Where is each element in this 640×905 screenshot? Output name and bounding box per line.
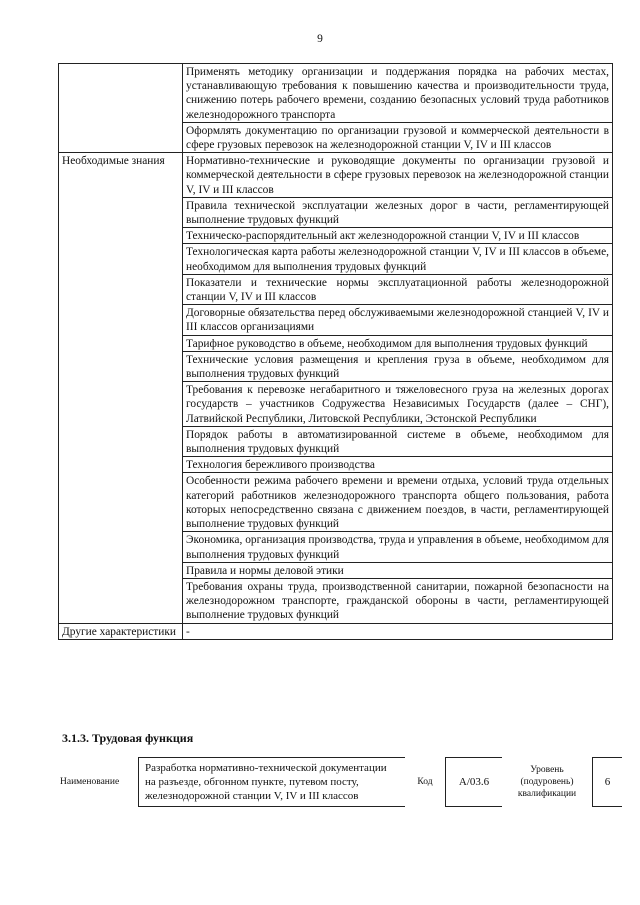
requirements-table xyxy=(58,63,613,640)
name-value: Разработка нормативно-технической документации на разъезде, обгонном пункте, путевом посту, железнодорожной станции V, IV и III классов xyxy=(139,758,406,807)
row-item: Технические условия размещения и крепления груза в объеме, необходимом для выполнения трудовых функций xyxy=(183,351,613,381)
level-value: 6 xyxy=(593,758,623,807)
page-number: 9 xyxy=(317,33,323,45)
row-item: Применять методику организации и поддержания порядка на рабочих местах, устанавливающую требования к повышению качества и производительности труда, снижению потерь рабочего времени, созданию безопасных условий труда работников железнодорожного транспорта xyxy=(183,64,613,123)
row-item: Правила технической эксплуатации железных дорог в части, регламентирующей выполнение трудовых функций xyxy=(183,197,613,227)
row-item: Требования охраны труда, производственной санитарии, пожарной безопасности на железнодорожном транспорте, гражданской обороны в части, регламентирующей выполнение трудовых функций xyxy=(183,578,613,623)
row-item: Технология бережливого производства xyxy=(183,457,613,473)
row-item: Требования к перевозке негабаритного и тяжеловесного груза на железных дорогах государств – участников Содружества Независимых Государств (далее – СНГ), Латвийской Республики, Литовской Республики, Эстонской Республики xyxy=(183,382,613,427)
table-row xyxy=(59,64,613,123)
row-item: Технологическая карта работы железнодорожной станции V, IV и III классов в объеме, необходимом для выполнения трудовых функций xyxy=(183,244,613,274)
row-item: Порядок работы в автоматизированной системе в объеме, необходимом для выполнения трудовых функций xyxy=(183,426,613,456)
row-item: Показатели и технические нормы эксплуатационной работы железнодорожной станции V, IV и III классов xyxy=(183,274,613,304)
level-label: Уровень (подуровень) квалификации xyxy=(517,765,577,799)
row-item: Договорные обязательства перед обслуживаемыми железнодорожной станцией V, IV и III классов организациями xyxy=(183,305,613,335)
row-label xyxy=(59,64,183,153)
row-item: Экономика, организация производства, труда и управления в объеме, необходимом для выполнения трудовых функций xyxy=(183,532,613,562)
table-row xyxy=(59,153,613,198)
table-row xyxy=(59,623,613,639)
row-label: Другие характеристики xyxy=(59,623,183,639)
spacer xyxy=(622,758,630,807)
row-item: Особенности режима рабочего времени и времени отдыха, условий труда отдельных категорий работников железнодорожного транспорта общего пользования, работа которых непосредственно связана с движением поездов, в части, регламентирующей выполнение трудовых функций xyxy=(183,473,613,532)
row-item: Тарифное руководство в объеме, необходимом для выполнения трудовых функций xyxy=(183,335,613,351)
row-label: Необходимые знания xyxy=(59,153,183,623)
row-item: Оформлять документацию по организации грузовой и коммерческой деятельности в сфере грузовых перевозок на железнодорожной станции V, IV и III классов xyxy=(183,122,613,152)
row-item: Техническо-распорядительный акт железнодорожной станции V, IV и III классов xyxy=(183,228,613,244)
labor-function-row xyxy=(58,758,630,807)
row-item: - xyxy=(183,623,613,639)
code-value: А/03.6 xyxy=(446,758,503,807)
row-item: Нормативно-технические и руководящие документы по организации грузовой и коммерческой деятельности в сфере грузовых перевозок на железнодорожной станции V, IV и III классов xyxy=(183,153,613,198)
requirements-table-body xyxy=(59,64,613,640)
labor-function-table xyxy=(58,757,630,807)
code-label: Код xyxy=(417,777,433,787)
section-title: 3.1.3. Трудовая функция xyxy=(62,731,194,745)
row-item: Правила и нормы деловой этики xyxy=(183,562,613,578)
name-label: Наименование xyxy=(60,777,120,787)
